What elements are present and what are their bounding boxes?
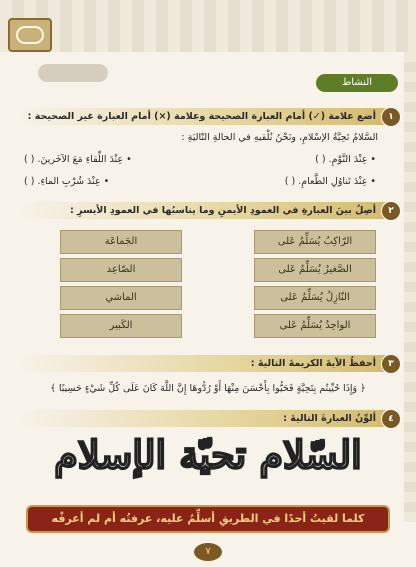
match-right-item[interactable]: النّازِلُ يُسَلِّمُ عَلى [254,286,376,310]
q3-heading [18,355,398,372]
section-tag: النشاط [316,74,398,92]
q1-heading [18,108,398,125]
q1-item: • عِنْدَ شُرْبِ الماءِ. ( ) [24,176,110,187]
header-tab [38,64,108,82]
q4-heading-text: ألوِّنُ العبارةَ التاليةَ : [283,413,376,424]
q1-intro: السَّلامُ تَحِيَّةُ الإسْلامِ، ونَحْنُ نُلْقيهِ في الحالةِ التّاليَةِ : [181,132,378,143]
q4-heading [18,410,398,427]
match-left-item[interactable]: الكَبير [60,314,182,338]
q1-item: • عِنْدَ اللِّقاءِ مَعَ الآخَرينَ. ( ) [24,154,132,165]
q4-number: ٤ [381,409,401,429]
q2-number: ٢ [381,201,401,221]
match-left-item[interactable]: الماشي [60,286,182,310]
quran-verse: ﴿ وَإِذَا حُيِّيتُم بِتَحِيَّةٍ فَحَيُّوا بِأَحْسَنَ مِنْهَا أَوْ رُدُّوهَا إِنَّ اللَّهَ كَانَ عَلَى كُلِّ شَيْءٍ حَسِيبًا ﴾ [50,383,366,394]
match-right-item[interactable]: الواحِدُ يُسَلِّمُ عَلى [254,314,376,338]
q2-heading-text: أصِلُ بينَ العبارةِ في العمودِ الأيمنِ وما يناسبُها في العمودِ الأيسرِ : [70,205,376,216]
footer-banner: كلما لقيتُ أحدًا في الطريقِ أسلِّمُ عليه، عرفتُه أم لم أعرفْه [26,505,390,533]
q1-heading-text: أضع علامة (✓) أمام العبارة الصحيحة وعلامة (×) أمام العبارة غير الصحيحة : [27,111,376,122]
q2-heading [18,202,398,219]
q1-item: • عِنْدَ النَّوْمِ. ( ) [315,154,376,165]
q1-number: ١ [381,107,401,127]
q1-item: • عِنْدَ تَناوُلِ الطَّعامِ. ( ) [284,176,376,187]
corner-ornament-icon [8,18,52,52]
coloring-phrase[interactable]: السّلام تحيّة الإسلام [54,432,362,477]
match-right-item[interactable]: الرّاكِبُ يُسَلِّمُ عَلى [254,230,376,254]
q3-heading-text: أحفظُ الآيةَ الكريمةَ التاليةَ : [250,358,376,369]
top-decorative-border [0,0,416,52]
page-number: ٧ [194,543,222,561]
match-left-item[interactable]: الصّاعِد [60,258,182,282]
match-right-item[interactable]: الصَّغيرُ يُسَلِّمُ عَلى [254,258,376,282]
match-left-item[interactable]: الجَماعَة [60,230,182,254]
q3-number: ٣ [381,354,401,374]
